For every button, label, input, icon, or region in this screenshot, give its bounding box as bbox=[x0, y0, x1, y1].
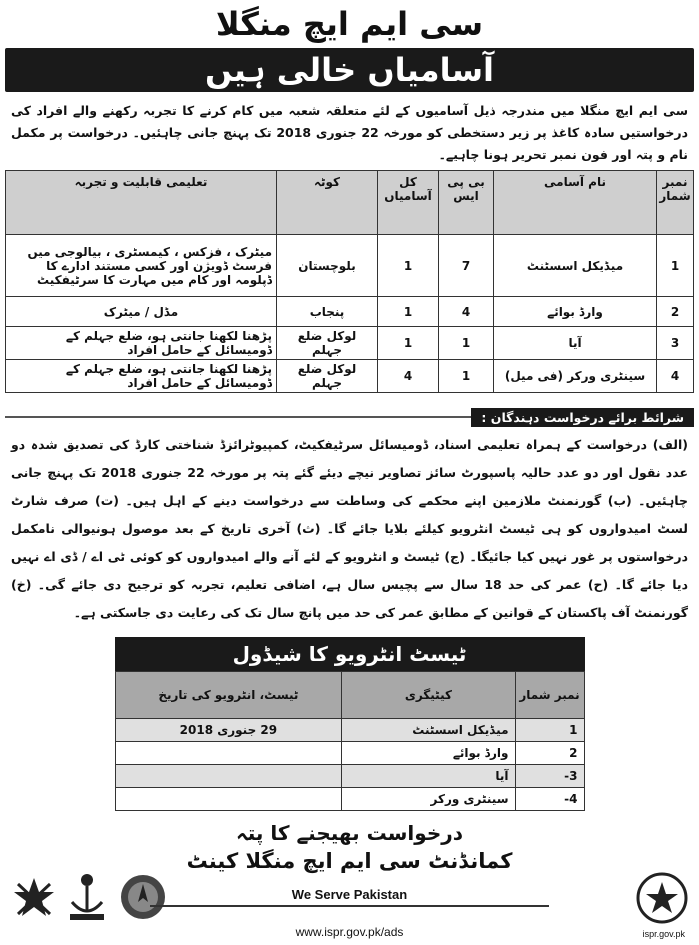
cell-total: 1 bbox=[378, 235, 439, 297]
schedule-cell-sn: 2 bbox=[515, 742, 584, 765]
conditions-heading-bar bbox=[5, 407, 694, 427]
cell-total: 1 bbox=[378, 327, 439, 360]
jobs-header-row bbox=[6, 171, 694, 235]
header-bps: بی پی ایس bbox=[439, 171, 494, 235]
table-row bbox=[6, 297, 694, 327]
schedule-cell-sn: 1 bbox=[515, 719, 584, 742]
address-title: درخواست بھیجنے کا پتہ bbox=[235, 821, 464, 845]
header-qualification: تعلیمی قابلیت و تجربہ bbox=[6, 171, 277, 235]
cell-qualification: پڑھنا لکھنا جانتی ہو، ضلع جہلم کے ڈومیسائل کے حامل افراد bbox=[6, 327, 277, 360]
schedule-cell-date bbox=[115, 788, 342, 811]
header-total: کل آسامیاں bbox=[378, 171, 439, 235]
cell-name: میڈیکل اسسٹنٹ bbox=[494, 235, 657, 297]
table-row bbox=[115, 788, 584, 811]
table-row bbox=[115, 742, 584, 765]
cell-sn: 3 bbox=[657, 327, 694, 360]
schedule-header-category: کیٹیگری bbox=[342, 672, 515, 719]
cell-name: آیا bbox=[494, 327, 657, 360]
address-line: کمانڈنٹ سی ایم ایچ منگلا کینٹ bbox=[186, 849, 513, 873]
cell-qualification: پڑھنا لکھنا جانتی ہو، ضلع جہلم کے ڈومیسائل کے حامل افراد bbox=[6, 360, 277, 393]
schedule-cell-sn: 4- bbox=[515, 788, 584, 811]
schedule-cell-category: آیا bbox=[342, 765, 515, 788]
cell-bps: 1 bbox=[439, 360, 494, 393]
cell-total: 1 bbox=[378, 297, 439, 327]
cell-sn: 4 bbox=[657, 360, 694, 393]
table-row bbox=[115, 765, 584, 788]
schedule-cell-category: سینٹری ورکر bbox=[342, 788, 515, 811]
header-sn: نمبر شمار bbox=[657, 171, 694, 235]
cell-qualification: میٹرک ، فزکس ، کیمسٹری ، بیالوجی میں فرسٹ ڈویژن اور کسی مستند ادارے کا ڈپلومہ اور کام میں مہارت کا سرٹیفکیٹ bbox=[6, 235, 277, 297]
cell-quota: لوکل ضلع جہلم bbox=[277, 360, 378, 393]
ispr-url[interactable]: ispr.gov.pk bbox=[642, 929, 685, 939]
schedule-header-row bbox=[115, 672, 584, 719]
cell-name: وارڈ بوائے bbox=[494, 297, 657, 327]
cell-qualification: مڈل / میٹرک bbox=[6, 297, 277, 327]
schedule-cell-date bbox=[115, 742, 342, 765]
schedule-cell-date bbox=[115, 765, 342, 788]
table-row bbox=[6, 360, 694, 393]
cell-bps: 7 bbox=[439, 235, 494, 297]
schedule-header-date: ٹیسٹ، انٹرویو کی تاریخ bbox=[115, 672, 342, 719]
page-title: سی ایم ایچ منگلا bbox=[215, 5, 484, 43]
schedule-cell-date: 29 جنوری 2018 bbox=[115, 719, 342, 742]
schedule-table bbox=[115, 671, 585, 811]
table-row bbox=[6, 327, 694, 360]
table-row bbox=[115, 719, 584, 742]
cell-total: 4 bbox=[378, 360, 439, 393]
schedule-cell-category: وارڈ بوائے bbox=[342, 742, 515, 765]
intro-paragraph: سی ایم ایچ منگلا میں مندرجہ ذیل آسامیوں کے لئے متعلقہ شعبہ میں کام کرنے کا تجربہ رکھنے والے افراد کی درخواستیں سادہ کاغذ پر زیر دستخطی کو مورخہ 22 جنوری 2018 تک پہنچ جانی چاہئیں۔ درخواست پر مکمل نام و پتہ اور فون نمبر تحریر ہونا چاہیے۔ bbox=[11, 103, 688, 162]
cell-bps: 4 bbox=[439, 297, 494, 327]
table-row bbox=[6, 235, 694, 297]
footer-divider bbox=[150, 905, 549, 907]
cell-quota: بلوچستان bbox=[277, 235, 378, 297]
schedule-header-sn: نمبر شمار bbox=[515, 672, 584, 719]
motto-text: We Serve Pakistan bbox=[291, 887, 408, 902]
schedule-banner: ٹیسٹ انٹرویو کا شیڈول bbox=[115, 637, 585, 671]
cell-quota: لوکل ضلع جہلم bbox=[277, 327, 378, 360]
cell-bps: 1 bbox=[439, 327, 494, 360]
website-url[interactable]: www.ispr.gov.pk/ads bbox=[295, 925, 404, 939]
divider bbox=[5, 416, 471, 418]
cell-quota: پنجاب bbox=[277, 297, 378, 327]
cell-sn: 1 bbox=[657, 235, 694, 297]
conditions-text: (الف) درخواست کے ہمراہ تعلیمی اسناد، ڈومیسائل سرٹیفکیٹ، کمپیوٹرائزڈ شناختی کارڈ کی تصدیق شدہ دو عدد نقول اور دو عدد حالیہ پاسپورٹ سائز تصاویر نیچے دیئے گئے پتہ پر مورخہ 22 جنوری 2018 تک پہنچ جانی چاہئیں۔ (ب) گورنمنٹ ملازمین اپنے محکمے کی وساطت سے درخواست دینے کے اہل ہیں۔ (ت) صرف شارٹ لسٹ امیدواروں کو ہی ٹیسٹ انٹرویو کیلئے بلایا جائے گا۔ (ث) آخری تاریخ کے بعد موصول ہونیوالی نامکمل درخواستوں پر غور نہیں کیا جائیگا۔ (ج) ٹیسٹ و انٹرویو کے لئے آنے والے امیدواروں کو کوئی ٹی اے / ڈی اے نہیں دیا جائے گا۔ (ح) عمر کی حد 18 سال سے پچیس سال ہے، اضافی تعلیم، تجربہ کو ترجیح دی جائے گی۔ (خ) گورنمنٹ آف پاکستان کے قوانین کے مطابق عمر کی حد میں پانچ سال تک کی رعایت دی جاسکتی ہے۔ bbox=[11, 437, 688, 620]
cell-sn: 2 bbox=[657, 297, 694, 327]
vacancies-banner: آسامیاں خالی ہیں bbox=[5, 48, 694, 92]
header-quota: کوٹہ bbox=[277, 171, 378, 235]
cell-name: سینٹری ورکر (فی میل) bbox=[494, 360, 657, 393]
jobs-table bbox=[5, 170, 694, 393]
schedule-cell-sn: 3- bbox=[515, 765, 584, 788]
schedule-section bbox=[115, 637, 585, 811]
schedule-cell-category: میڈیکل اسسٹنٹ bbox=[342, 719, 515, 742]
conditions-heading: شرائط برائے درخواست دہندگان : bbox=[471, 408, 694, 427]
header-name: نام آسامی bbox=[494, 171, 657, 235]
